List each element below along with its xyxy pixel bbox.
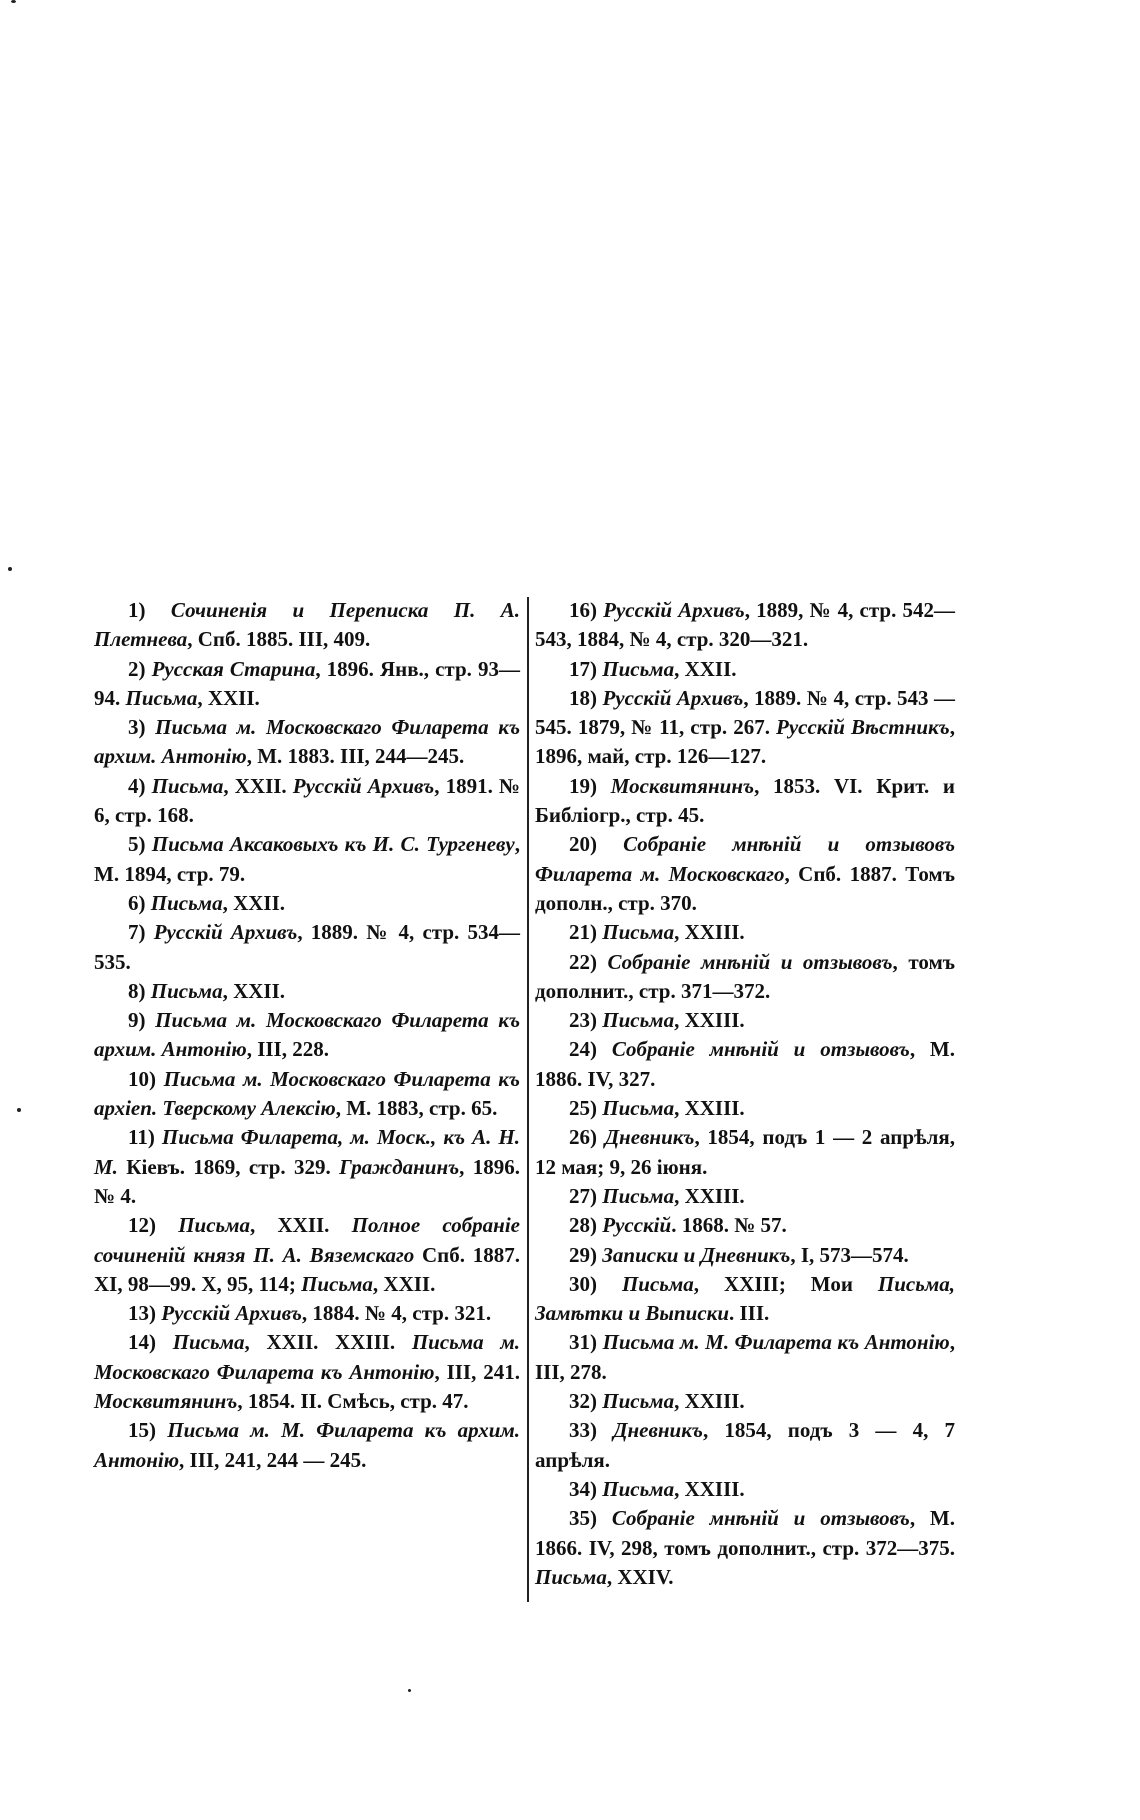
footnote-text: , 1884. № 4, стр. 321. [301,1301,492,1326]
footnote [535,1211,955,1240]
footnote-text: , XXIII; Мои [693,1271,878,1296]
footnote-source-title: Русскій Архивъ [602,685,744,710]
footnote-number: 4) [128,773,146,798]
footnote-source-title: Письма [150,978,223,1003]
footnote-text: , XXII. [250,1213,352,1238]
footnote [94,1211,520,1299]
scan-speck [8,567,12,571]
footnote-text: , М. 1886. IV, 327. [535,1037,956,1091]
footnote-text: , томъ дополнит., стр. 371—372. [535,949,955,1003]
footnote-number: 14) [128,1330,156,1355]
footnote-text: , XXII. XXIII. [244,1330,412,1355]
footnote-text: , 1854. II. Смѣсь, стр. 47. [237,1389,469,1414]
footnote [535,1270,955,1329]
footnote-source-title: Письма м. Московскаго Филарета къ архим. Антонію [94,715,521,769]
footnote-text: , XXIII. [674,1096,745,1121]
footnote-number: 16) [569,598,597,622]
footnote-source-title: Письма [621,1271,694,1296]
footnote [94,596,520,655]
footnote-text: , М. 1883, стр. 65. [335,1096,498,1121]
footnote-source-title: Москвитянинъ [610,773,755,798]
footnote-text: , I, 573—574. [790,1242,909,1267]
footnote-source-title: Письма [602,1183,675,1208]
footnote-source-title: Письма Филарета, м. Моск., къ А. Н. М. [94,1125,521,1179]
footnote-number: 17) [569,656,597,681]
footnote-text: , 1889, № 4, стр. 542—543, 1884, № 4, стр. 320—321. [535,598,955,652]
footnote-source-title: Собраніе мнѣній и отзывовъ [607,949,893,974]
footnote-number: 15) [128,1418,156,1443]
footnote-source-title: Полное собраніе сочиненій князя П. А. Вяземскаго [94,1213,520,1267]
footnote-text: , XXII. [372,1271,436,1296]
footnote-number: 26) [569,1125,597,1150]
footnote-source-title: Дневникъ [613,1418,703,1443]
footnote-source-title: Москвитянинъ [94,1389,238,1414]
footnote [535,948,955,1007]
footnote [535,918,955,947]
footnote-number: 9) [128,1008,146,1033]
footnote-source-title: Письма м. М. Филарета къ архим. Антонію [94,1418,521,1472]
footnote-text: , 1889. № 4, стр. 534—535. [94,920,520,974]
footnote [535,830,955,918]
footnote-number: 11) [128,1125,155,1150]
footnote-number: 28) [569,1213,597,1238]
footnote-source-title: Русскій Архивъ [161,1301,302,1326]
footnote-source-title: Письма [602,656,675,681]
footnote-number: 35) [569,1506,597,1531]
footnote [535,684,955,772]
footnote-text: , 1889. № 4, стр. 543 — 545. 1879, № 11, стр. 267. [535,685,955,740]
footnote [535,1416,955,1475]
footnote-source-title: Письма м. Московскаго Филарета къ архим. Антонію [94,1008,521,1062]
footnote-text: , III, 241. [434,1359,520,1384]
footnote-number: 29) [569,1242,597,1267]
footnote-text: , М. 1883. III, 244—245. [246,744,465,769]
footnote-source-title: Собраніе мнѣній и отзывовъ Филарета м. Московскаго [535,832,956,886]
footnote-text: , XXII. [674,656,737,681]
footnote-source-title: Русская Старина [151,656,316,681]
footnote-number: 1) [128,598,146,622]
footnote-source-title: Собраніе мнѣній и отзывовъ [611,1506,910,1531]
footnote-text: , М. 1866. IV, 298, томъ дополнит., стр. 372—375. [535,1506,956,1560]
footnote-source-title: Письма м. Московскаго Филарета къ архіеп. Тверскому Алексію [94,1066,520,1121]
scan-speck [11,0,16,3]
scan-speck [408,1689,411,1692]
footnote-text: , 1854, подъ 3 — 4, 7 апрѣля. [535,1418,955,1472]
footnote-source-title: Гражданинъ [339,1154,460,1179]
footnote-source-title: Письма [301,1271,373,1296]
footnote-number: 2) [128,656,146,681]
footnote-number: 24) [569,1037,597,1062]
footnote [535,1475,955,1504]
footnote-text: . 1868. № 57. [671,1213,787,1238]
footnote-number: 34) [569,1476,597,1501]
footnote-text: , XXIII. [674,1008,745,1033]
footnote-number: 19) [569,773,597,798]
footnote-text: Кіевъ. 1869, стр. 329. [117,1154,340,1179]
footnote-text: , XXII. [197,685,260,710]
footnote-number: 23) [569,1008,597,1033]
footnote [535,1182,955,1211]
footnote-number: 6) [128,890,146,915]
footnote-text: , XXII. [223,773,293,798]
footnote [535,1504,955,1592]
footnote [535,1387,955,1416]
footnote-source-title: Письма [602,1476,675,1501]
footnote-source-title: Письма [535,1564,607,1589]
footnote [94,713,520,772]
footnote [94,1065,520,1124]
footnote-source-title: Письма [602,1096,675,1121]
footnote-source-title: Письма [178,1213,251,1238]
footnote-text: , 1896, май, стр. 126—127. [535,715,955,769]
footnote [94,1123,520,1211]
footnote-text: , XXII. [222,978,286,1003]
footnote [94,830,520,889]
footnote-number: 10) [128,1066,156,1091]
footnote-text: , 1854, подъ 1 — 2 апрѣля, 12 мая; 9, 26 іюня. [535,1125,956,1179]
column-divider [527,597,529,1602]
footnote-text: , 1891. № 6, стр. 168. [94,773,520,828]
footnote-text: , XXIII. [674,1389,745,1414]
footnote-source-title: Письма [151,773,224,798]
footnote-text: , 1853. VI. Крит. и Библіогр., стр. 45. [535,773,955,828]
footnote-number: 30) [569,1271,597,1296]
footnote-text: , XXIII. [674,920,745,945]
footnote [535,772,955,831]
footnote-source-title: Письма, Замѣтки и Выписки [535,1271,955,1326]
footnote-number: 12) [128,1213,156,1238]
footnote-text: , XXIII. [674,1476,745,1501]
footnote-source-title: Записки и Дневникъ [602,1242,791,1267]
footnote-number: 21) [569,920,597,945]
footnotes-left-column [94,596,520,1475]
footnote-text: , Спб. 1885. III, 409. [187,627,371,652]
footnote-source-title: Русскій Архивъ [603,598,745,622]
footnote [94,977,520,1006]
footnote-text: , М. 1894, стр. 79. [94,832,520,886]
footnote-number: 18) [569,685,597,710]
footnote [94,1006,520,1065]
footnote-number: 8) [128,978,146,1003]
footnote-number: 32) [569,1389,597,1414]
footnote [94,889,520,918]
footnote-number: 31) [569,1330,597,1355]
footnote-text: , XXIII. [674,1183,745,1208]
footnote-number: 20) [569,832,597,857]
footnote-source-title: Письма [602,920,675,945]
footnote-source-title: Письма м. М. Филарета къ Антонію [602,1330,950,1355]
footnote-text: , 1896. № 4. [94,1154,520,1208]
footnote-source-title: Письма [172,1330,245,1355]
footnote-number: 7) [128,920,146,945]
footnote [535,596,955,655]
footnote-source-title: Письма [125,685,198,710]
footnote-number: 33) [569,1418,597,1443]
scan-speck [17,1108,21,1112]
footnote [535,655,955,684]
footnote [535,1123,955,1182]
footnote [535,1328,955,1387]
footnote-number: 27) [569,1183,597,1208]
footnote-number: 5) [128,832,146,857]
footnote-number: 25) [569,1096,597,1121]
footnote [94,1416,520,1475]
footnote-source-title: Дневникъ [604,1125,695,1150]
footnote-number: 13) [128,1301,156,1326]
footnote-source-title: Русскій Архивъ [153,920,298,945]
footnote-text: , III, 241, 244 — 245. [179,1447,367,1472]
footnote-text: Спб. 1887. XI, 98—99. X, 95, 114; [94,1242,520,1296]
footnote-text: , Спб. 1887. Томъ дополн., стр. 370. [535,861,955,915]
footnote [94,1328,520,1416]
footnote [535,1241,955,1270]
footnote-source-title: Сочиненія и Переписка П. А. Плетнева [94,598,520,652]
footnote-source-title: Письма [602,1008,675,1033]
footnote-text: , XXII. [222,890,286,915]
footnotes-right-column [535,596,955,1592]
footnote-text: , III, 278. [535,1330,955,1384]
footnote-text: , XXIV. [606,1564,674,1589]
footnote-source-title: Русскій Вѣстникъ [776,715,950,740]
footnote-source-title: Русскій Архивъ [292,773,435,798]
footnote-source-title: Письма Аксаковыхъ къ И. С. Тургеневу [151,832,515,857]
footnote [535,1035,955,1094]
footnote-text: , III, 228. [246,1037,329,1062]
footnote-source-title: Письма м. Московскаго Филарета къ Антонію [94,1330,520,1384]
footnote [94,918,520,977]
footnote-number: 3) [128,715,146,740]
footnote [535,1006,955,1035]
footnote [94,1299,520,1328]
footnote-source-title: Собраніе мнѣній и отзывовъ [611,1037,910,1062]
footnote-source-title: Русскій [602,1213,672,1238]
footnote [94,772,520,831]
footnote-text: . III. [729,1301,770,1326]
footnote [535,1094,955,1123]
footnote-source-title: Письма [602,1389,675,1414]
footnote-source-title: Письма [150,890,223,915]
footnote-number: 22) [569,949,597,974]
footnote [94,655,520,714]
footnote-text: , 1896. Янв., стр. 93—94. [94,656,520,710]
